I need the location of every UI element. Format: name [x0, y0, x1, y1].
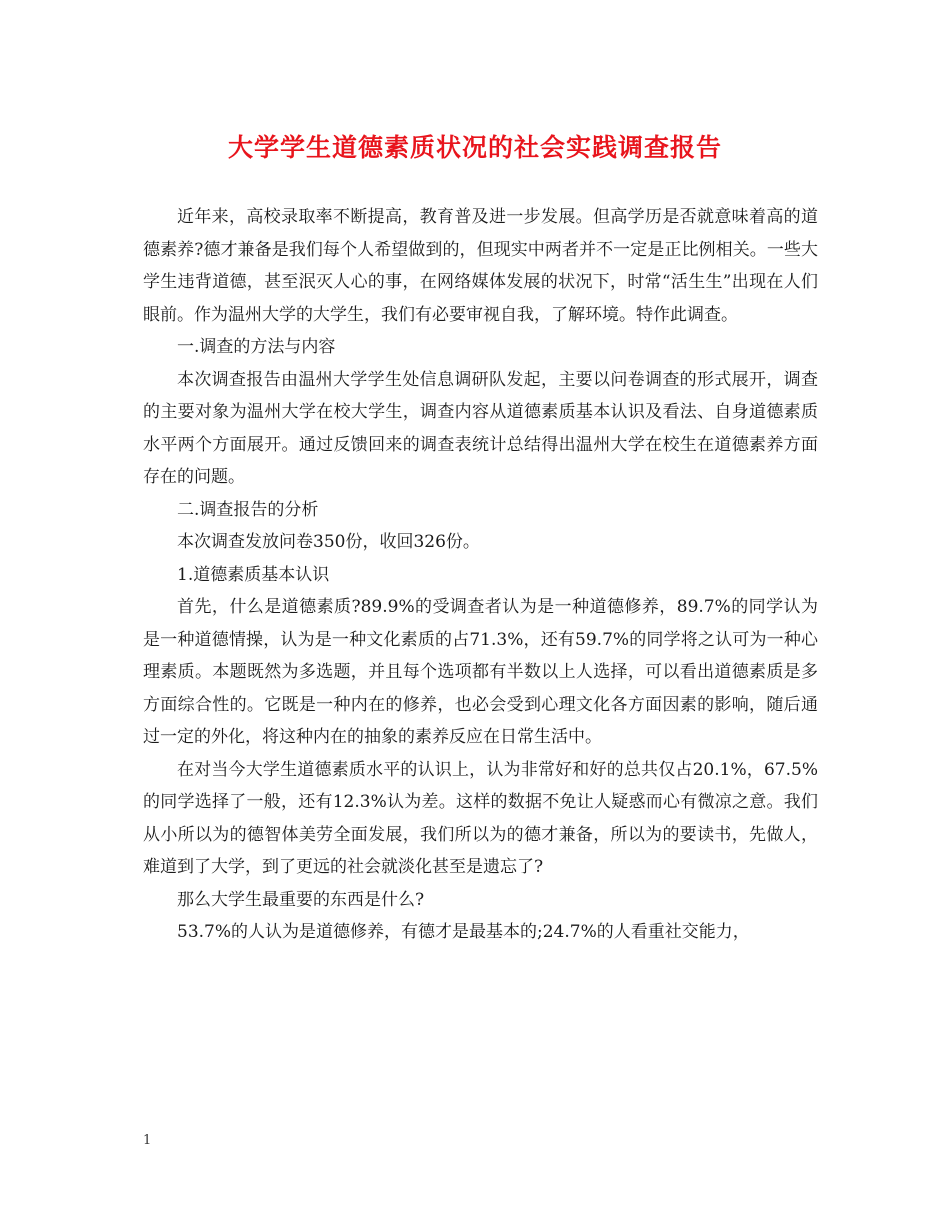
paragraph-importance: 53.7%的人认为是道德修养，有德才是最基本的;24.7%的人看重社交能力， [177, 922, 750, 942]
paragraph-survey-count: 本次调查发放问卷350份，收回326份。 [177, 532, 480, 552]
paragraph-definition: 首先，什么是道德素质?89.9%的受调查者认为是一种道德修养，89.7%的同学认为是一种道德情操，认为是一种文化素质的占71.3%，还有59.7%的同学将之认可为一种心理素质。本题既然为多选题，并且每个选项都有半数以上人选择，可以看出道德素质是多方面综合性的。它既是一种内在的修养，也必会受到心理文化各方面因素的影响，随后通过一定的外化，将这种内在的抽象的素养反应在日常生活中。 [143, 597, 818, 747]
paragraph-intro: 近年来，高校录取率不断提高，教育普及进一步发展。但高学历是否就意味着高的道德素养?德才兼备是我们每个人希望做到的，但现实中两者并不一定是正比例相关。一些大学生违背道德，甚至泯灭人心的事，在网络媒体发展的状况下，时常“活生生”出现在人们眼前。作为温州大学的大学生，我们有必要审视自我，了解环境。特作此调查。 [143, 207, 818, 325]
paragraph-question: 那么大学生最重要的东西是什么? [177, 889, 425, 910]
document-body [143, 201, 818, 949]
subsection-heading-basic: 1.道德素质基本认识 [177, 564, 330, 585]
paragraph-method: 本次调查报告由温州大学学生处信息调研队发起，主要以问卷调查的形式展开，调查的主要对象为温州大学在校大学生，调查内容从道德素质基本认识及看法、自身道德素质水平两个方面展开。通过反馈回来的调查表统计总结得出温州大学在校生在道德素养方面存在的问题。 [143, 369, 818, 487]
section-heading-method: 一.调查的方法与内容 [177, 337, 336, 357]
page-number: 1 [143, 1133, 152, 1148]
paragraph-level: 在对当今大学生道德素质水平的认识上，认为非常好和好的总共仅占20.1%，67.5%的同学选择了一般，还有12.3%认为差。这样的数据不免让人疑惑而心有微凉之意。我们从小所以为的德智体美劳全面发展，我们所以为的德才兼备，所以为的要读书，先做人，难道到了大学，到了更远的社会就淡化甚至是遗忘了? [143, 759, 818, 877]
document-title: 大学学生道德素质状况的社会实践调查报告 [227, 133, 722, 162]
section-heading-analysis: 二.调查报告的分析 [177, 499, 319, 520]
